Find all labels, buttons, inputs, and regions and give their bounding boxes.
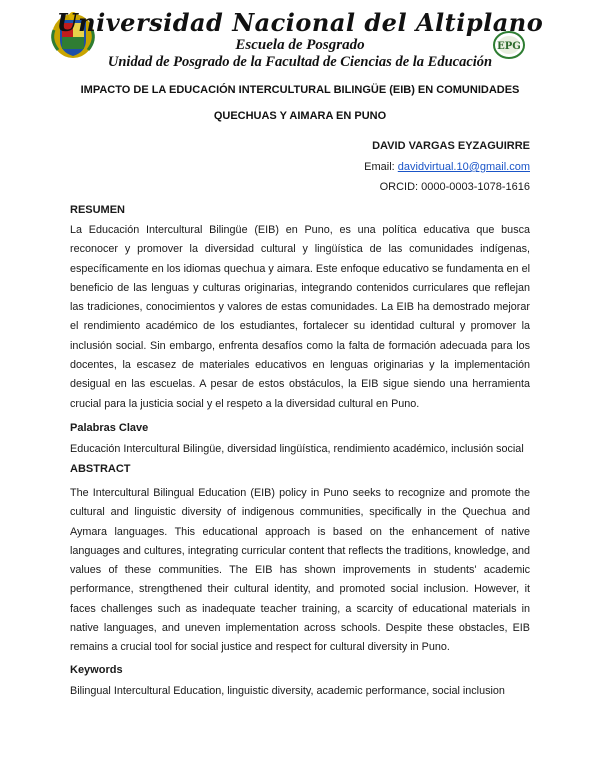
epg-logo-text: EPG: [497, 41, 521, 52]
university-name: Universidad Nacional del Altiplano: [56, 8, 544, 37]
keywords-text: Bilingual Intercultural Education, linguistic diversity, academic performance, social inclusion: [70, 685, 505, 697]
faculty-unit-name: Unidad de Posgrado de la Facultad de Ciencias de la Educación: [107, 54, 493, 70]
email-link[interactable]: davidvirtual.10@gmail.com: [397, 161, 530, 173]
palabras-clave-heading: Palabras Clave: [70, 422, 149, 434]
author-orcid: ORCID: 0000-0003-1078-1616: [379, 181, 530, 193]
keywords-heading: Keywords: [70, 664, 123, 676]
author-email-line: [364, 161, 530, 173]
abstract-heading: ABSTRACT: [70, 463, 131, 475]
palabras-clave-text: Educación Intercultural Bilingüe, diversidad lingüística, rendimiento académico, inclusión social: [70, 443, 524, 455]
resumen-body: La Educación Intercultural Bilingüe (EIB) en Puno, es una política educativa que busca reconocer y promover la diversidad cultural y lingüística de las comunidades indígenas, específicamente en los idiomas quechua y aimara. Este enfoque educativo se fundamenta en el beneficio de las lenguas y culturas originarias, integrando contenidos curriculares que reflejan las tradiciones, conocimientos y valores de estas comunidades. La EIB ha demostrado mejorar el rendimiento académico de los estudiantes, fortalecer su identidad cultural y promover la inclusión social. Sin embargo, enfrenta desafíos como la falta de formación adecuada para los docentes, la escasez de materiales educativos en lenguas originarias y la implementación desigual en las escuelas. A pesar de estos obstáculos, la EIB sigue siendo una herramienta crucial para la justicia social y el respeto a la diversidad cultural en Puno.: [70, 224, 530, 410]
author-name: DAVID VARGAS EYZAGUIRRE: [372, 140, 530, 152]
resumen-heading: RESUMEN: [70, 204, 126, 216]
school-name: Escuela de Posgrado: [235, 37, 365, 53]
paper-title-line-2: QUECHUAS Y AIMARA EN PUNO: [213, 110, 387, 122]
paper-title-line-1: IMPACTO DE LA EDUCACIÓN INTERCULTURAL BILINGÜE (EIB) EN COMUNIDADES: [80, 84, 520, 96]
abstract-body: The Intercultural Bilingual Education (EIB) policy in Puno seeks to recognize and promote the cultural and linguistic diversity of indigenous communities, specifically in the Quechua and Aymara languages. This educational approach is based on the enhancement of native languages and cultures, integrating curricular content that reflects the traditions, knowledge, and values of these communities. The EIB has shown improvements in students' academic performance, strengthened their cultural identity, and promoted social inclusion. However, it faces challenges such as inadequate teacher training, a scarcity of educational materials in native languages, and uneven implementation across schools. Despite these obstacles, EIB remains a crucial tool for social justice and respect for cultural diversity in Puno.: [70, 487, 530, 654]
email-label: Email:: [364, 161, 398, 173]
